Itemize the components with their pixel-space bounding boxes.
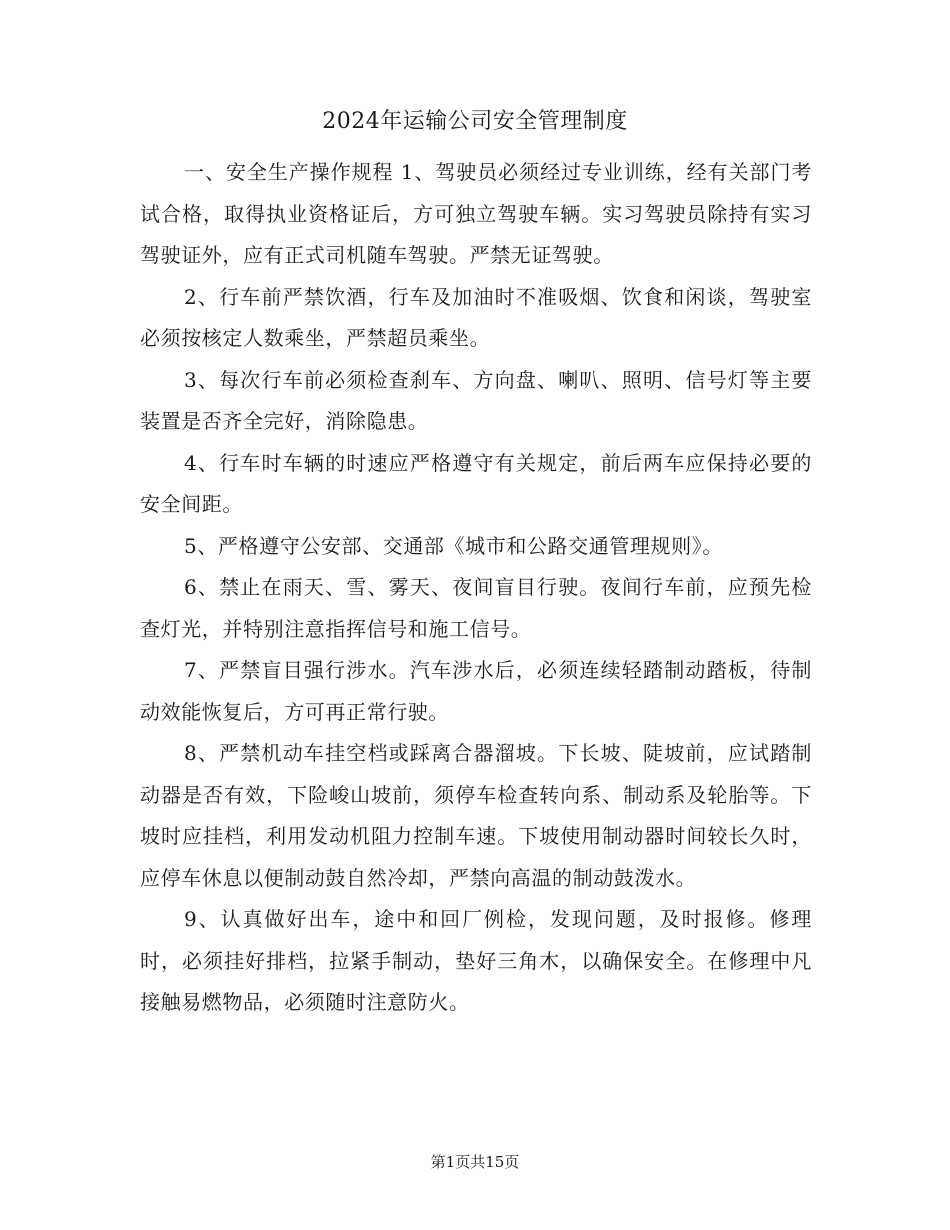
paragraph-5: 5、严格遵守公安部、交通部《城市和公路交通管理规则》。: [184, 533, 723, 558]
paragraph-2: 2、行车前严禁饮酒，行车及加油时不准吸烟、饮食和闲谈，驾驶室必须按核定人数乘坐，严禁超员乘坐。: [140, 284, 812, 350]
document-body: [140, 152, 812, 1024]
paragraph-9: 9、认真做好出车，途中和回厂例检，发现问题，及时报修。修理时，必须挂好排档，拉紧手制动，垫好三角木，以确保安全。在修理中凡接触易燃物品，必须随时注意防火。: [140, 907, 812, 1014]
paragraph-1: 一、安全生产操作规程 1、驾驶员必须经过专业训练，经有关部门考试合格，取得执业资格证后，方可独立驾驶车辆。实习驾驶员除持有实习驾驶证外，应有正式司机随车驾驶。严禁无证驾驶。: [140, 160, 812, 267]
paragraph-8: 8、严禁机动车挂空档或踩离合器溜坡。下长坡、陡坡前，应试踏制动器是否有效，下险峻山坡前，须停车检查转向系、制动系及轮胎等。下坡时应挂档，利用发动机阻力控制车速。下坡使用制动器时间较长久时，应停车休息以便制动鼓自然冷却，严禁向高温的制动鼓泼水。: [140, 741, 812, 890]
paragraph-3: 3、每次行车前必须检查刹车、方向盘、喇叭、照明、信号灯等主要装置是否齐全完好，消除隐患。: [140, 367, 812, 433]
paragraph-7: 7、严禁盲目强行涉水。汽车涉水后，必须连续轻踏制动踏板，待制动效能恢复后，方可再正常行驶。: [140, 658, 812, 724]
document-title: 2024年运输公司安全管理制度: [322, 109, 628, 134]
paragraph-6: 6、禁止在雨天、雪、雾天、夜间盲目行驶。夜间行车前，应预先检查灯光，并特别注意指挥信号和施工信号。: [140, 575, 812, 641]
paragraph-4: 4、行车时车辆的时速应严格遵守有关规定，前后两车应保持必要的安全间距。: [140, 450, 812, 516]
page-number: 第1页共15页: [430, 1153, 520, 1171]
